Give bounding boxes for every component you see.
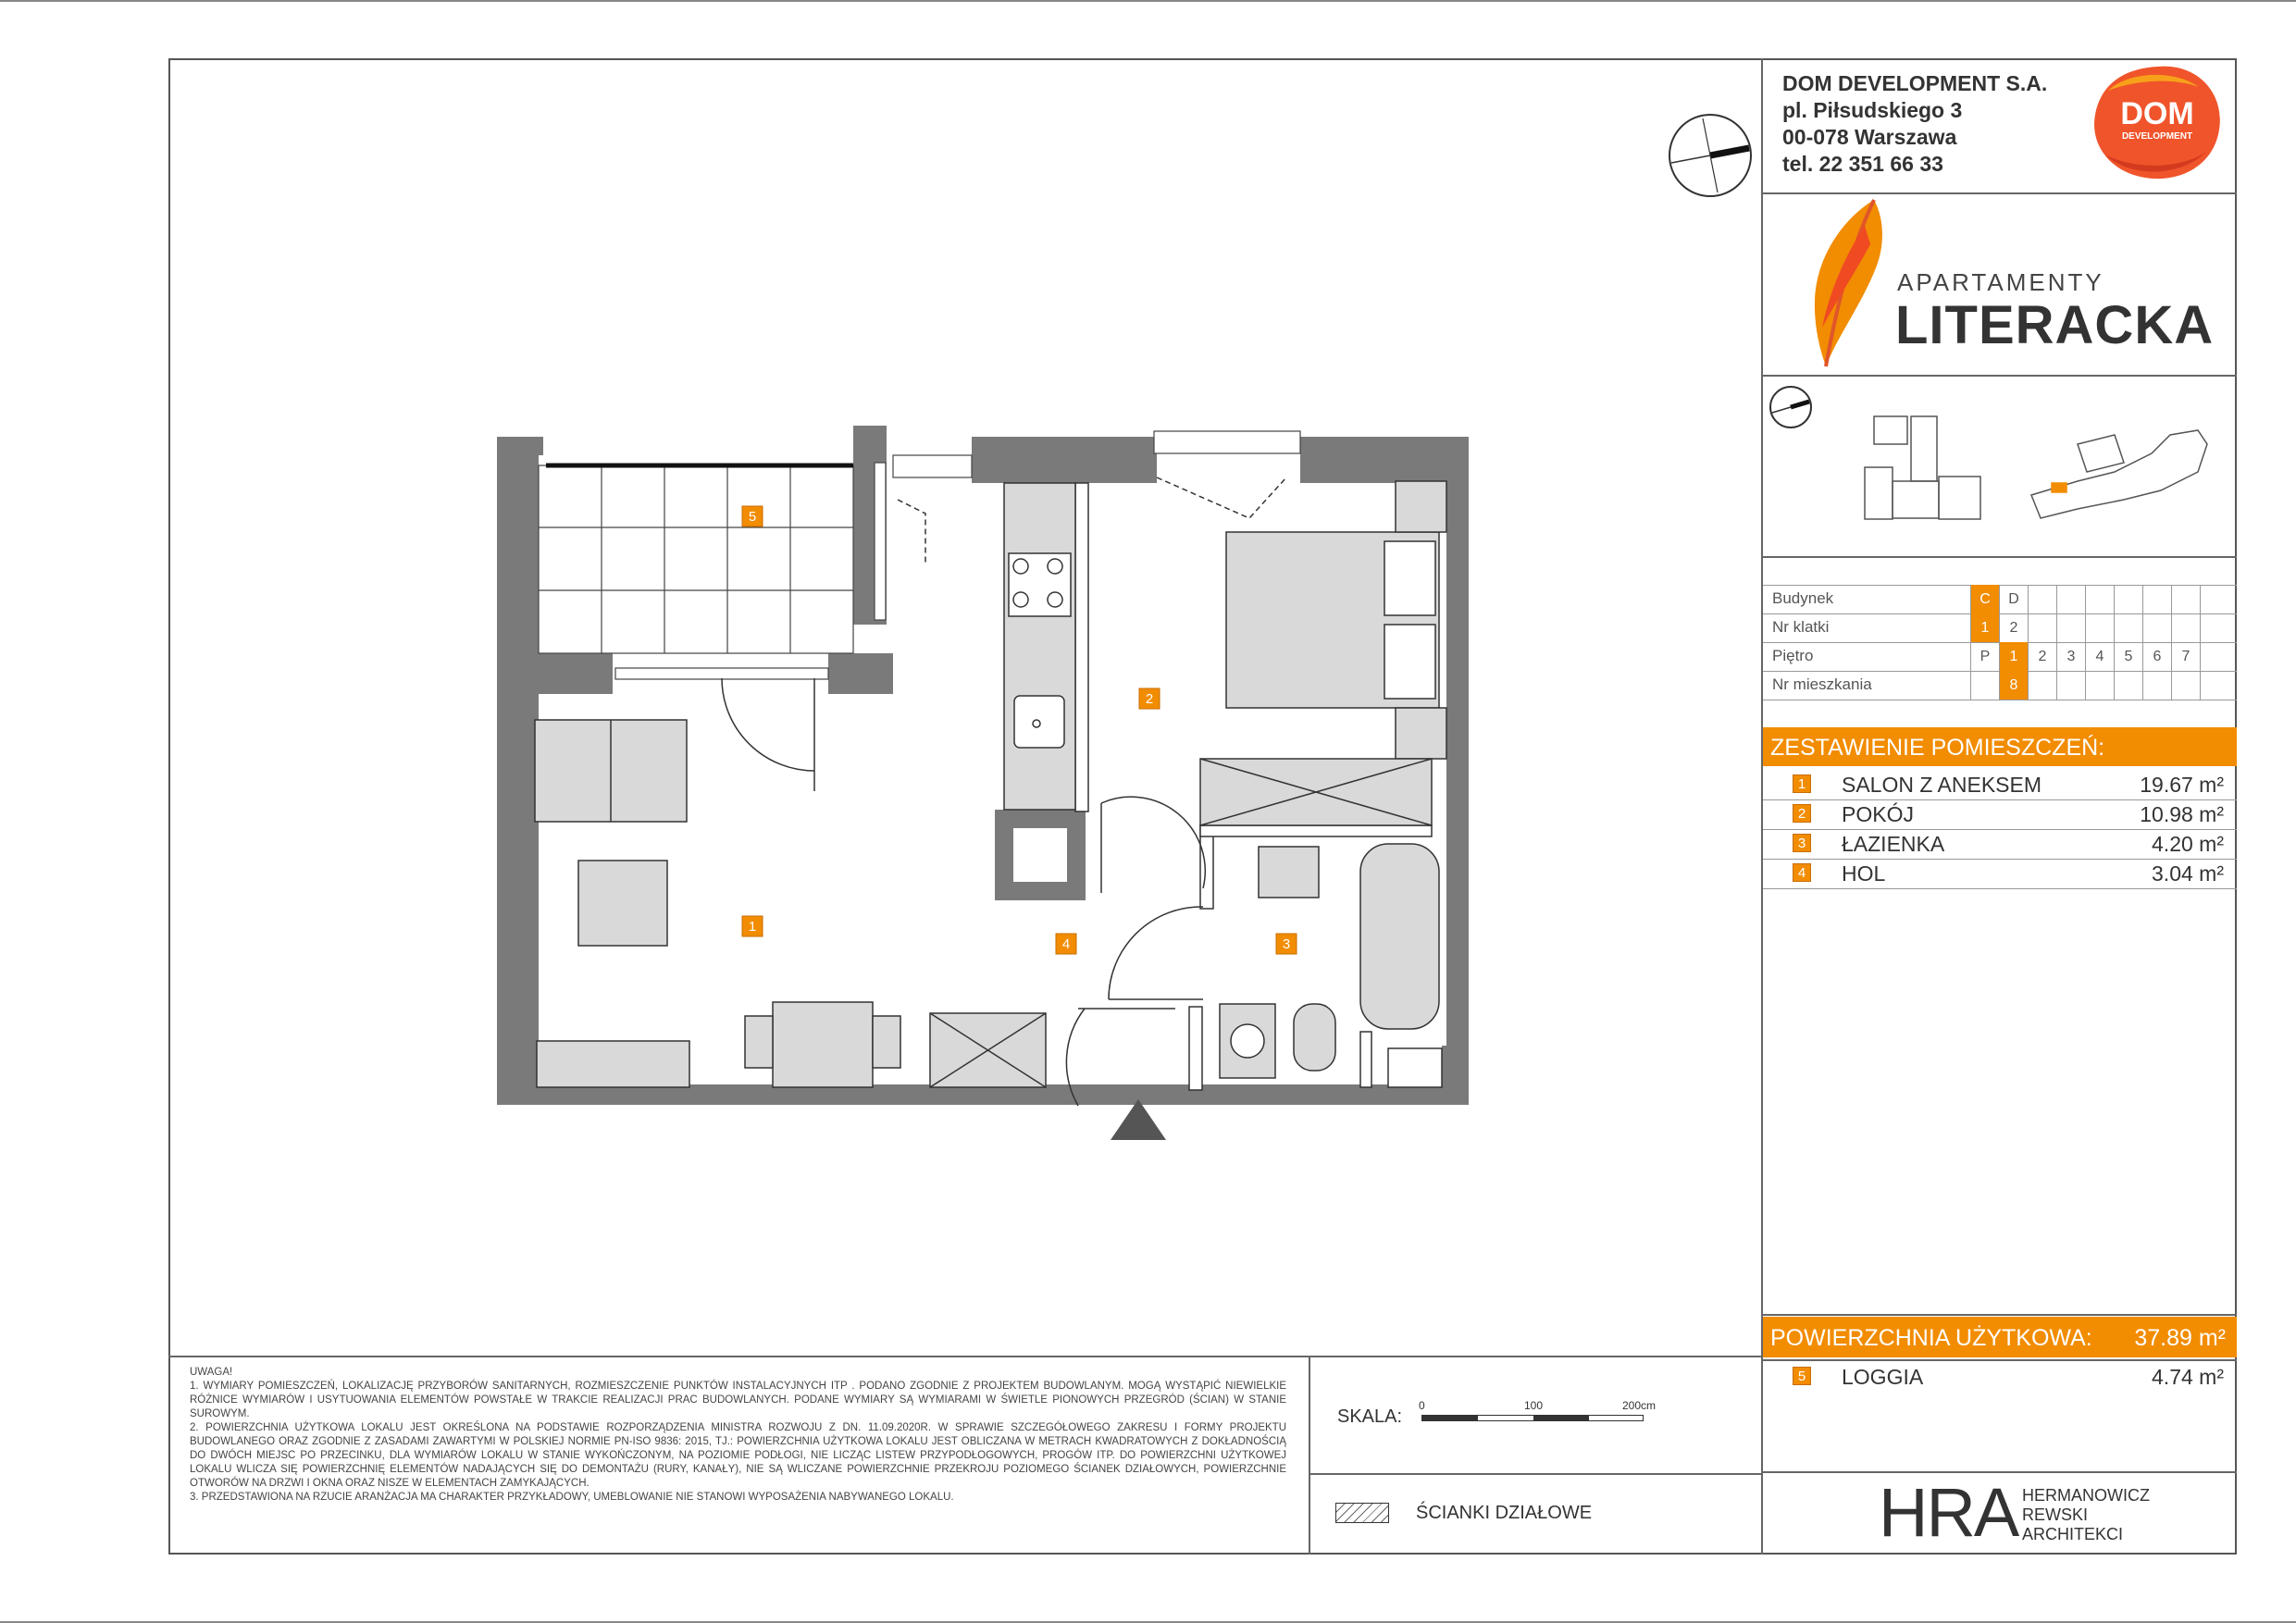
company-phone: tel. 22 351 66 33 bbox=[1782, 152, 1943, 176]
notes-item: 3. PRZEDSTAWIONA NA RZUCIE ARANŻACJA MA CHARAKTER PRZYKŁADOWY, UMEBLOWANIE NIE STANOWI WYPOSAŻENIA NABYWANEGO LOKALU. bbox=[190, 1492, 954, 1503]
project-name-line2: LITERACKA bbox=[1895, 295, 2215, 355]
shaft bbox=[1388, 1048, 1442, 1087]
notes-item: 2. POWIERZCHNIA UŻYTKOWA LOKALU JEST OKREŚLONA NA PODSTAWIE ROZPORZĄDZENIA MINISTRA ROZWOJU Z DN. 11.09.2020R. W SPRAWIE SZCZEGÓŁOWEGO ZAKRESU I FORMY PROJEKTU BUDOWLANEGO ORAZ ZGODNIE Z ZASADAMI ZAWARTYMI W POLSKIEJ NORMIE PN-ISO 9836: 2015, TJ.: POWIERZCHNIA UŻYTKOWA LOKALU JEST OBLICZANA W METRACH KWADRATOWYCH Z DOKŁADNOŚCIĄ DO DWÓCH MIEJSC PO PRZECINKU, DLA WYMIARÓW LOKALU W STANIE WYKOŃCZONYM, NA POZIOMIE PODŁOGI, NIE LICZĄC LISTEW PRZYPODŁOGOWYCH, PROGÓW ITP. DO POWIERZCHNI UŻYTKOWEJ LOKALU WLICZA SIĘ POWIERZCHNIĘ ELEMENTÓW NADAJĄCYCH SIĘ DO DEMONTAŻU (RURY, KANAŁY), NIE SĄ WLICZANE POWIERZCHNIE PRZEKROJU POZIOMEGO ŚCIANEK DZIAŁOWYCH, POWIERZCHNIE OTWORÓW NA DRZWI I OKNA ORAZ NISZE W ELEMENTACH ZAMYKAJĄCYCH. bbox=[190, 1422, 1286, 1489]
room-name: SALON Z ANEKSEM bbox=[1842, 773, 2042, 797]
wall bbox=[1442, 1046, 1469, 1105]
notes-title: UWAGA! bbox=[190, 1367, 233, 1378]
location-cell: P bbox=[1970, 642, 1999, 671]
location-cell: 7 bbox=[2171, 642, 2200, 671]
scale-tick-100: 100 bbox=[1524, 1399, 1544, 1412]
location-label: Nr mieszkania bbox=[1772, 675, 1872, 693]
wall bbox=[972, 437, 1157, 483]
usable-area-label: POWIERZCHNIA UŻYTKOWA: bbox=[1770, 1325, 2092, 1351]
dining-table bbox=[773, 1002, 873, 1087]
window bbox=[615, 431, 1300, 679]
room-area: 10.98 m² bbox=[2140, 802, 2224, 826]
loggia-tiles bbox=[539, 465, 853, 653]
wall bbox=[497, 437, 539, 1105]
room-name: HOL bbox=[1842, 861, 1886, 886]
company-address-1: pl. Piłsudskiego 3 bbox=[1782, 98, 1963, 122]
location-cell: 6 bbox=[2142, 642, 2171, 671]
coffee-table bbox=[578, 861, 667, 946]
room-name: POKÓJ bbox=[1842, 802, 1914, 826]
scale-label: SKALA: bbox=[1337, 1406, 1403, 1427]
location-cell: 3 bbox=[2056, 642, 2085, 671]
room-number-badge: 5 bbox=[1793, 1367, 1811, 1385]
room-name: ŁAZIENKA bbox=[1842, 832, 1945, 856]
plan-label-hall: 4 bbox=[1061, 936, 1071, 952]
toilet bbox=[1294, 1004, 1335, 1071]
company-address-2: 00-078 Warszawa bbox=[1782, 125, 1957, 149]
room-number-badge: 1 bbox=[1793, 774, 1811, 793]
scale-tick-200: 200cm bbox=[1622, 1399, 1657, 1412]
loggia-name: LOGGIA bbox=[1842, 1365, 1924, 1389]
location-cell: 8 bbox=[1999, 671, 2028, 700]
room-area: 4.20 m² bbox=[2152, 832, 2224, 856]
architect-line-1: HERMANOWICZ bbox=[2022, 1486, 2150, 1505]
room-number-badge: 4 bbox=[1793, 863, 1811, 882]
room-area: 3.04 m² bbox=[2152, 861, 2224, 886]
location-cell: 2 bbox=[1999, 613, 2028, 642]
entrance-arrow-icon bbox=[1111, 1099, 1166, 1140]
architect-mark: HRA bbox=[1879, 1474, 2018, 1551]
plan-label-loggia: 5 bbox=[748, 509, 757, 525]
chair bbox=[873, 1016, 900, 1068]
project-name-line1: APARTAMENTY bbox=[1897, 268, 2104, 296]
company-name: DOM DEVELOPMENT S.A. bbox=[1782, 71, 2048, 95]
nightstand bbox=[1396, 708, 1446, 759]
wall bbox=[1446, 437, 1469, 1105]
scale-tick-0: 0 bbox=[1419, 1399, 1425, 1412]
wall bbox=[1300, 437, 1469, 483]
logo-text-development: DEVELOPMENT bbox=[2121, 131, 2193, 142]
washbasin bbox=[1259, 847, 1319, 898]
location-cell: 1 bbox=[1999, 642, 2028, 671]
location-cell: 1 bbox=[1970, 613, 1999, 642]
room-area: 19.67 m² bbox=[2140, 773, 2224, 797]
furniture bbox=[535, 481, 1446, 1087]
chair bbox=[745, 1016, 773, 1068]
usable-area-value: 37.89 m² bbox=[2134, 1325, 2226, 1351]
logo-text-dom: DOM bbox=[2120, 96, 2194, 131]
location-label: Nr klatki bbox=[1772, 618, 1830, 636]
bathtub bbox=[1360, 844, 1439, 1029]
architect-line-3: ARCHITEKCI bbox=[2022, 1525, 2124, 1543]
location-cell: C bbox=[1970, 585, 1999, 613]
location-cell: 5 bbox=[2114, 642, 2142, 671]
location-label: Piętro bbox=[1772, 647, 1814, 664]
plan-label-bedroom: 2 bbox=[1145, 691, 1154, 707]
location-cell: D bbox=[1999, 585, 2028, 613]
location-cell: 4 bbox=[2085, 642, 2114, 671]
rooms-header: ZESTAWIENIE POMIESZCZEŃ: bbox=[1770, 735, 2105, 761]
location-label: Budynek bbox=[1772, 589, 1834, 607]
kitchen-counter bbox=[1004, 483, 1075, 810]
plan-label-bathroom: 3 bbox=[1282, 936, 1291, 952]
wall bbox=[497, 437, 543, 455]
nightstand bbox=[1396, 481, 1446, 532]
location-cell: 2 bbox=[2028, 642, 2056, 671]
wall bbox=[534, 653, 613, 694]
wall bbox=[828, 653, 893, 694]
plan-label-living: 1 bbox=[748, 919, 757, 935]
room-number-badge: 3 bbox=[1793, 834, 1811, 852]
legend-label: ŚCIANKI DZIAŁOWE bbox=[1416, 1503, 1593, 1523]
loggia-area: 4.74 m² bbox=[2152, 1365, 2224, 1389]
notes-item: 1. WYMIARY POMIESZCZEŃ, LOKALIZACJĘ PRZYBORÓW SANITARNYCH, ROZMIESZCZENIE PUNKTÓW INSTALACYJNYCH ITP . PODANO ZGODNIE Z PROJEKTEM BUDOWLANYM. MOGĄ WYSTĄPIĆ NIEWIELKIE RÓŻNICE WYMIARÓW I USYTUOWANIA ELEMENTÓW POWSTAŁE W TRAKCIE REALIZACJI PRAC BUDOWLANYCH. PODANE WYMIARY SĄ WYMIARAMI W ŚWIETLE PIONOWYCH PRZEGRÓD (ŚCIAN) W STANIE SUROWYM. bbox=[190, 1381, 1286, 1419]
architect-line-2: REWSKI bbox=[2022, 1505, 2089, 1524]
tv-unit bbox=[537, 1041, 689, 1087]
room-number-badge: 2 bbox=[1793, 804, 1811, 823]
